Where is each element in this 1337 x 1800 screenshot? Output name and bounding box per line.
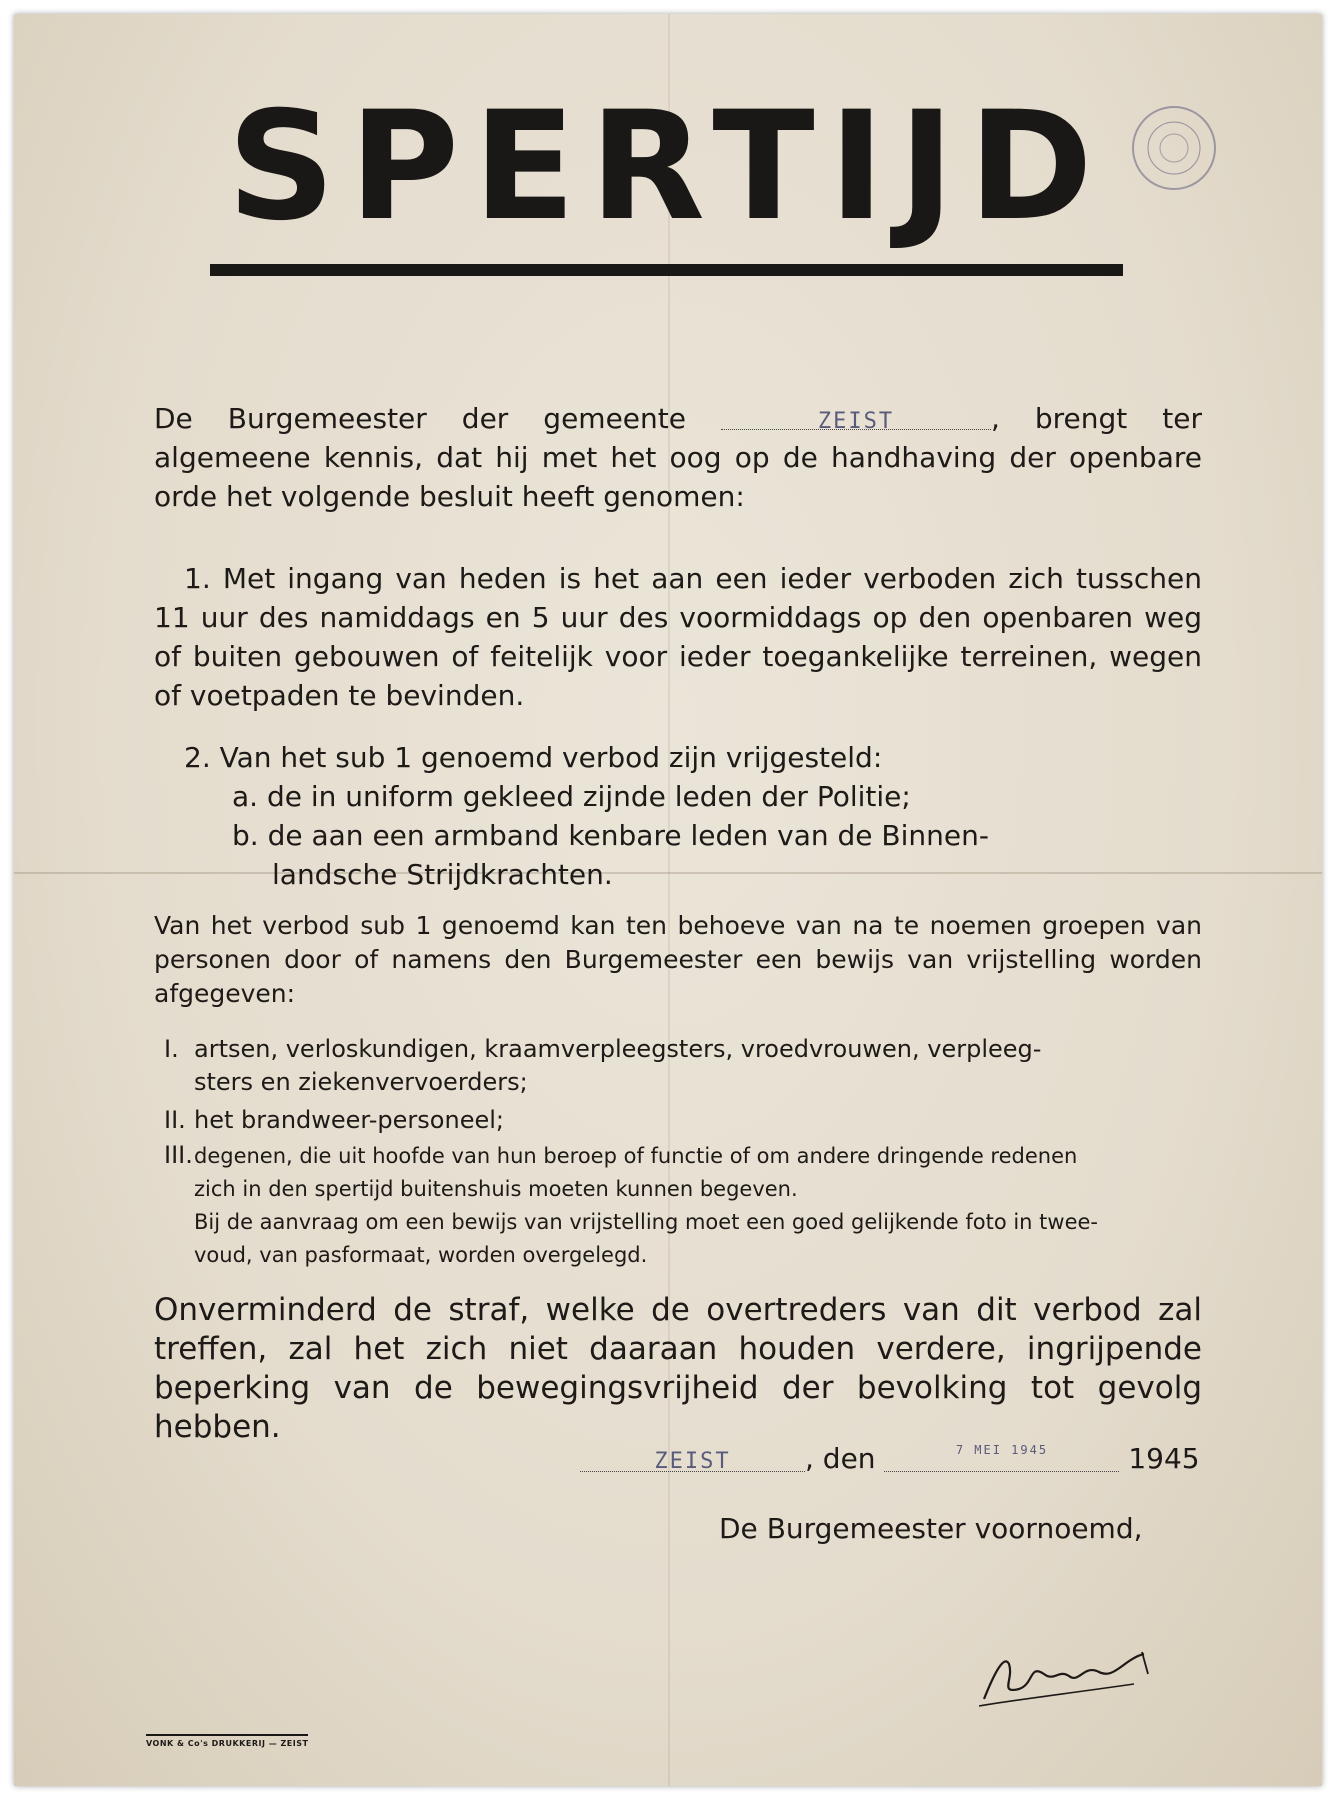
article-1 [154,559,1202,715]
group-ii-line1: het brandweer-personeel; [194,1106,504,1134]
group-i-line1: artsen, verloskundigen, kraamverpleegsters, vroedvrouwen, verpleeg- [194,1035,1042,1063]
article-1-number: 1. [184,562,211,595]
municipality-field [721,399,991,434]
place-field [580,1439,805,1472]
date-field [884,1439,1119,1472]
article-2-sub-b-line2: landsche Strijdkrachten. [272,858,613,891]
fold-crease-vertical [668,14,670,1786]
group-ii-number: II. [164,1106,186,1134]
article-2-text: Van het sub 1 genoemd verbod zijn vrijgesteld: [219,741,883,774]
group-iii-line4: voud, van pasformaat, worden overgelegd. [194,1243,648,1267]
group-iii-line2: zich in den spertijd buitenshuis moeten kunnen begeven. [194,1177,798,1201]
group-iii-number: III. [164,1141,193,1169]
warning-paragraph: Onverminderd de straf, welke de overtreders van dit verbod zal treffen, zal het zich niet daaraan houden verdere, ingrijpende beperking van de bewegingsvrijheid der bevolking tot gevolg hebben. [154,1292,1202,1445]
exemption-paragraph: Van het verbod sub 1 genoemd kan ten behoeve van na te noemen groepen van personen door of namens den Burgemeester een bewijs van vrijstelling worden afgegeven: [154,911,1202,1008]
group-ii [164,1104,1199,1137]
intro-after: , brengt ter algemeene kennis, dat hij met het oog op de handhaving der openbare orde het volgende besluit heeft genomen: [154,402,1202,513]
poster-sheet [14,14,1322,1786]
mayor-signature-icon [974,1634,1159,1714]
archive-stamp-icon [1132,106,1216,190]
poster-title: SPERTIJD [227,80,1107,254]
printer-imprint: VONK & Co's DRUKKERIJ — ZEIST [146,1734,308,1748]
dateline-year: 1945 [1128,1442,1200,1475]
dateline [580,1439,1202,1479]
dateline-den: , den [805,1442,876,1475]
mayor-closing: De Burgemeester voornoemd, [719,1512,1143,1545]
article-2 [154,738,1202,894]
stamp-seal-icon [1144,118,1204,178]
intro-before: De Burgemeester der gemeente [154,402,686,435]
group-iii-line1: degenen, die uit hoofde van hun beroep of functie of om andere dringende redenen [194,1144,1078,1168]
group-iii-line3: Bij de aanvraag om een bewijs van vrijstelling moet een goed gelijkende foto in twee- [194,1210,1098,1234]
group-i [164,1033,1199,1099]
article-2-sub-b-line1: b. de aan een armband kenbare leden van de Binnen- [232,819,989,852]
municipality-handwritten: ZEIST [817,409,895,434]
group-i-number: I. [164,1035,179,1063]
article-2-heading [154,738,1202,777]
article-1-text: Met ingang van heden is het aan een ieder verboden zich tusschen 11 uur des namiddags en 5 uur des voormiddags op den openbaren weg of buiten gebouwen of feitelijk voor ieder toegankelijke terreinen, wegen of voetpaden te bevinden. [154,562,1202,712]
group-iii [164,1139,1199,1272]
date-stamp: 7 MEI 1945 [955,1443,1049,1457]
intro-paragraph [154,399,1202,516]
title-underline [210,264,1123,276]
group-i-line2: sters en ziekenvervoerders; [194,1068,528,1096]
place-handwritten: ZEIST [654,1449,731,1474]
article-2-sub-a: a. de in uniform gekleed zijnde leden der Politie; [232,780,911,813]
article-2-number: 2. [184,741,211,774]
